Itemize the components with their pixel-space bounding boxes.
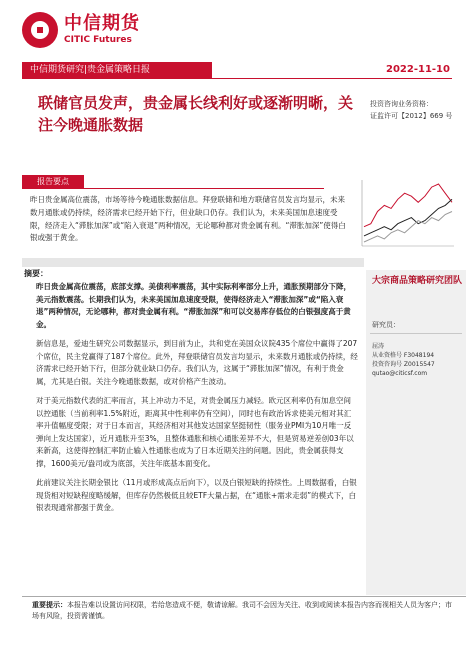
report-title: 联储官员发声，贵金属长线利好或逐渐明晰，关注今晚通胀数据: [38, 94, 354, 134]
report-banner: 中信期货研究|贵金属策略日报: [22, 62, 212, 79]
chart-series-line-3: [364, 212, 452, 243]
license-info: [370, 98, 470, 122]
body-paragraph-2: 新信息是，爱迪生研究公司数据显示，到目前为止，共和党在美国众议院435个席位中赢得了207个席位，民主党赢得了187个席位。此外，拜登联储官员发言均显示，未来数月通胀或仍持续，经济需求已经开始下行，但部分就业缺口仍存。我们认为，这属于“滞胀加深”情况，有利于贵金属，尤其是白银。关注今晚通胀数据，或对价格产生波动。: [36, 339, 358, 386]
license-line-2: 证监许可【2012】669 号: [370, 112, 453, 120]
summary-tag: 报告要点: [22, 175, 84, 189]
analyst-license: 从业资格号 F3048194: [372, 352, 435, 359]
disclaimer-label: 重要提示：: [32, 601, 67, 609]
price-chart-svg: [358, 176, 458, 252]
summary-text: 昨日贵金属高位震荡，市场等待今晚通胀数据信息。拜登联储和地方联储官员发言均显示，未来数月通胀或仍持续，经济需求已经开始下行，但业缺口仍存。我们认为，未来美国加息速度受限，经济走入“滞胀加深”或“陷入衰退”两种情况，无论哪种都对贵金属有利。“滞胀加深”使得白银或强于黄金。: [30, 195, 346, 243]
research-team-sidebar: [366, 270, 466, 595]
disclaimer-text: 本报告难以设置访问权限，若给您造成不便，敬请谅解。我司不会因为关注、收到或阅读本报告内容而视相关人员为客户；市场有风险，投资需谨慎。: [32, 601, 452, 620]
body-paragraph-4: 此前建议关注长期金银比（11月或形成高点后向下），以及白银短缺的持续性。上周数据看，白银现货相对短缺程度略缓解，但库存仍然极低且较ETF大量占据，在“通胀+需求走弱”的模式下，白银表现通常都强于黄金。: [36, 478, 357, 512]
analyst-email[interactable]: qutao@citicsf.com: [372, 370, 428, 377]
body-paragraph-1: 昨日贵金属高位震荡，底部支撑。美债利率震荡，其中实际利率部分上升，通胀预期部分下降，美元指数震荡。长期我们认为，未来美国加息速度受限，使得经济走入“滞胀加深”或“陷入衰退”两种情况，无论哪种，都对贵金属有利。“滞胀加深”和可以交易库存低位的白银强度高于黄金。: [36, 282, 351, 329]
sidebar-divider: [370, 333, 462, 334]
section-band: [22, 258, 364, 267]
disclaimer: [32, 600, 452, 622]
brand-name-en: CITIC Futures: [64, 35, 132, 45]
analyst-info: [372, 342, 464, 378]
citic-logo-icon: [22, 12, 58, 48]
analyst-advisory-license: 投资咨询号 Z0015547: [372, 361, 435, 368]
banner-divider: [212, 78, 452, 79]
price-chart: [358, 176, 458, 252]
analyst-name: 屈涛: [372, 343, 385, 350]
disclaimer-divider: [22, 596, 466, 597]
report-body: [36, 281, 358, 522]
brand-text: [64, 14, 140, 46]
body-paragraph-3: 对于美元指数代表的汇率而言，其上冲动力不足，对贵金属压力减轻。欧元区利率仍有加息空间以控通胀（当前利率1.5%附近，距离其中性利率仍有空间），同时也有政治诉求使美元相对其汇率升值幅度受限；对于日本而言，其经济相对其他发达国家坚挺韧性（服务业PMI为10月唯一反弹向上发达国家），近月通胀升至3%，且整体通胀和核心通胀差异不大，但是贸易逆差创03年以来新高，这使得控制汇率防止输入性通胀也成为了日本近期关注的问题。因此，贵金属获得支撑，1600美元/盎司或为底部，关注年底基本面变化。: [36, 396, 354, 468]
summary-divider: [84, 188, 324, 189]
researcher-label: 研究员：: [372, 321, 400, 329]
brand-name-cn: 中信期货: [64, 13, 140, 34]
license-line-1: 投资咨询业务资格：: [370, 100, 433, 108]
research-team-title: 大宗商品策略研究团队: [372, 276, 463, 286]
abstract-label: 摘要：: [24, 269, 48, 278]
report-date: 2022-11-10: [386, 64, 450, 75]
brand-logo: [22, 12, 140, 48]
